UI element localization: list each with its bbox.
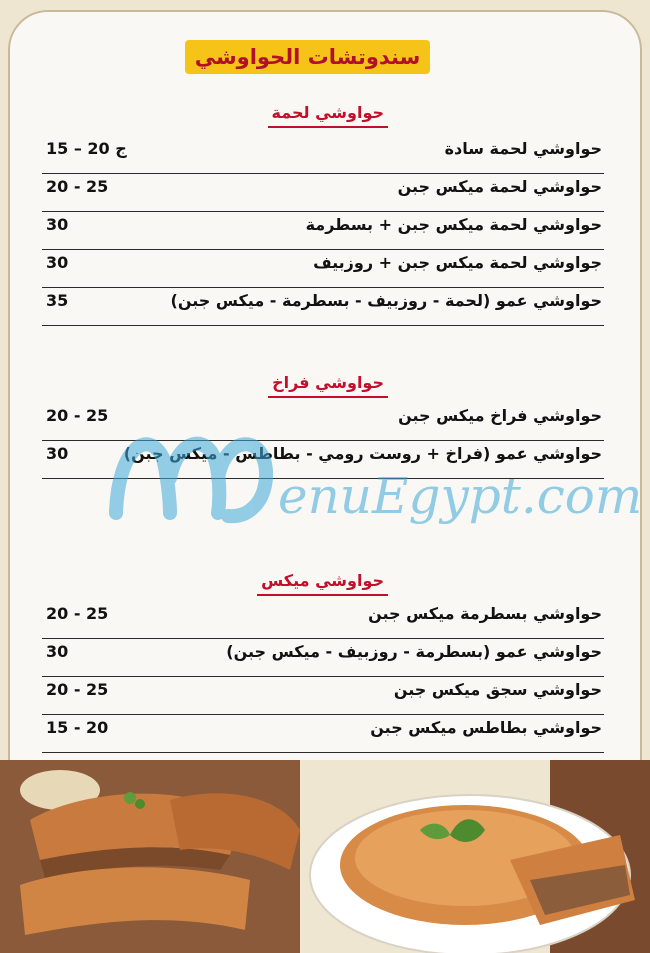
item-name: حواوشي سجق ميكس جبن: [393, 680, 602, 699]
section-title-meat: حواوشي لحمة: [268, 100, 388, 128]
item-name: جواوشي لحمة ميكس جبن + روزبيف: [313, 253, 602, 272]
item-price: 20 - 25: [46, 604, 109, 623]
svg-text:enuEgypt.com: enuEgypt.com: [278, 467, 643, 525]
item-price: 30: [46, 215, 69, 234]
menu-item-row: [42, 714, 604, 753]
item-price: 30: [46, 253, 69, 272]
item-name: حواوشي بسطرمة ميكس جبن: [368, 604, 602, 623]
menu-item-row: [42, 211, 604, 250]
item-price: 20 - 25: [46, 406, 109, 425]
menu-item-row: [42, 440, 604, 479]
menu-item-row: [42, 676, 604, 715]
item-price: 20 - 25: [46, 177, 109, 196]
item-name: حواوشي لحمة ميكس جبن + بسطرمة: [305, 215, 602, 234]
hawawshi-pastries-photo: [0, 760, 320, 953]
menu-item-row: [42, 287, 604, 326]
item-name: حواوشي فراخ ميكس جبن: [398, 406, 602, 425]
item-name: حواوشي عمو (لحمة - روزبيف - بسطرمة - ميكس جبن): [170, 291, 602, 310]
menu-title: سندوتشات الحواوشي: [185, 40, 430, 74]
hawawshi-pie-photo: [300, 760, 650, 953]
item-price: 30: [46, 642, 69, 661]
section-title-mix: حواوشي ميكس: [257, 568, 388, 596]
section-title-chicken: حواوشي فراخ: [268, 370, 388, 398]
item-name: حواوشي لحمة ميكس جبن: [397, 177, 602, 196]
item-price: 30: [46, 444, 69, 463]
item-price: 15 - 20: [46, 718, 109, 737]
menu-item-row: [42, 402, 604, 441]
item-name: حواوشي بطاطس ميكس جبن: [370, 718, 602, 737]
item-name: حواوشي عمو (بسطرمة - روزبيف - ميكس جبن): [226, 642, 602, 661]
item-price: 20 - 25: [46, 680, 109, 699]
item-price: 15 – 20 ج: [46, 139, 127, 158]
item-name: حواوشي لحمة سادة: [444, 139, 602, 158]
item-name: حواوشي عمو (فراخ + روست رومي - بطاطس - ميكس جبن): [123, 444, 602, 463]
menu-item-row: [42, 135, 604, 174]
menu-item-row: [42, 249, 604, 288]
menu-item-row: [42, 638, 604, 677]
menu-item-row: [42, 173, 604, 212]
item-price: 35: [46, 291, 69, 310]
menu-item-row: [42, 600, 604, 639]
